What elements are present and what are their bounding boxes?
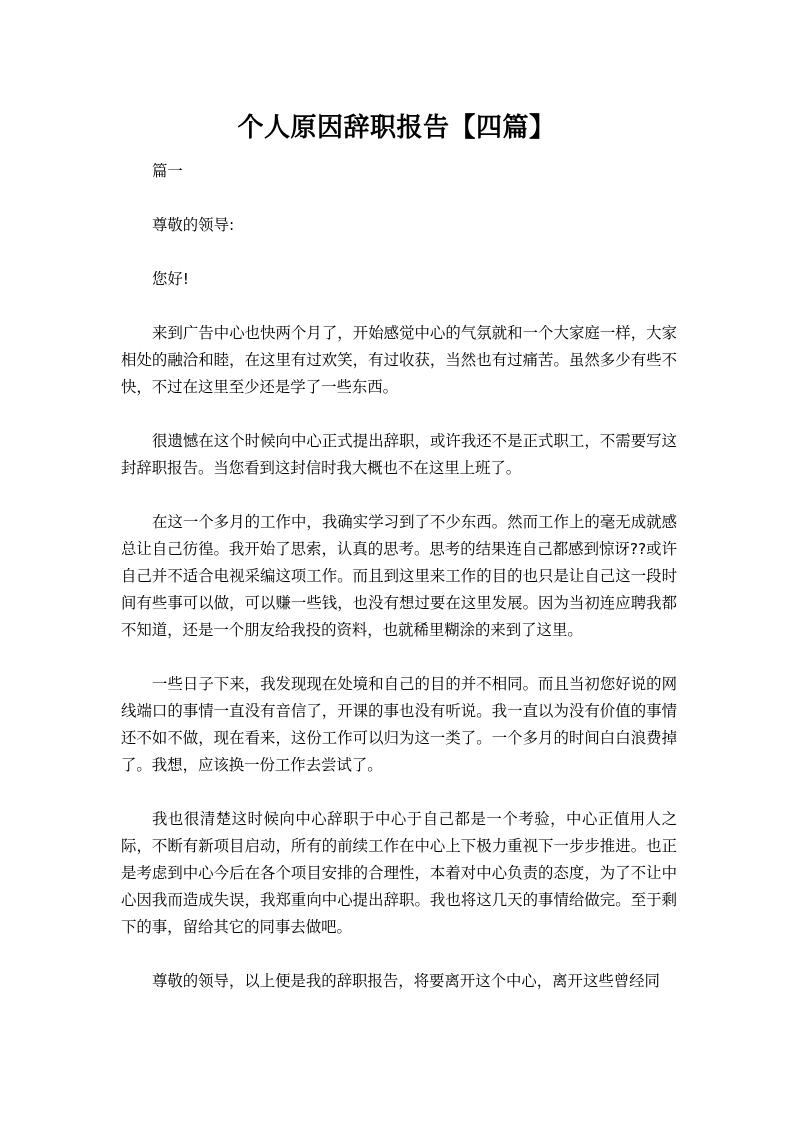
document-body	[121, 158, 677, 1022]
body-paragraph: 一些日子下来，我发现现在处境和自己的目的并不相同。而且当初您好说的网线端口的事情一直没有音信了，开课的事也没有听说。我一直以为没有价值的事情还不如不做，现在看来，这份工作可以归为这一类了。一个多月的时间白白浪费掉了。我想，应该换一份工作去尝试了。	[121, 675, 677, 774]
section-heading: 篇一	[152, 162, 183, 180]
document-title: 个人原因辞职报告【四篇】	[237, 113, 556, 143]
body-paragraph: 在这一个多月的工作中，我确实学习到了不少东西。然而工作上的毫无成就感总让自己彷徨。我开始了思索，认真的思考。思考的结果连自己都感到惊讶??或许自己并不适合电视采编这项工作。而且到这里来工作的目的也只是让自己这一段时间有些事可以做，可以赚一些钱，也没有想过要在这里发展。因为当初连应聘我都不知道，还是一个朋友给我投的资料，也就稀里糊涂的来到了这里。	[121, 513, 677, 639]
body-paragraph: 我也很清楚这时候向中心辞职于中心于自己都是一个考验，中心正值用人之际，不断有新项目启动，所有的前续工作在中心上下极力重视下一步步推进。也正是考虑到中心今后在各个项目安排的合理性，本着对中心负责的态度，为了不让中心因我而造成失误，我郑重向中心提出辞职。我也将这几天的事情给做完。至于剩下的事，留给其它的同事去做吧。	[121, 810, 677, 936]
body-paragraph: 尊敬的领导，以上便是我的辞职报告，将要离开这个中心，离开这些曾经同	[152, 972, 660, 990]
greeting: 您好!	[152, 270, 189, 288]
body-paragraph: 很遗憾在这个时候向中心正式提出辞职，或许我还不是正式职工，不需要写这封辞职报告。当您看到这封信时我大概也不在这里上班了。	[121, 432, 677, 477]
salutation: 尊敬的领导:	[152, 216, 235, 234]
body-paragraph: 来到广告中心也快两个月了，开始感觉中心的气氛就和一个大家庭一样，大家相处的融洽和睦，在这里有过欢笑，有过收获，当然也有过痛苦。虽然多少有些不快，不过在这里至少还是学了一些东西。	[121, 324, 677, 396]
